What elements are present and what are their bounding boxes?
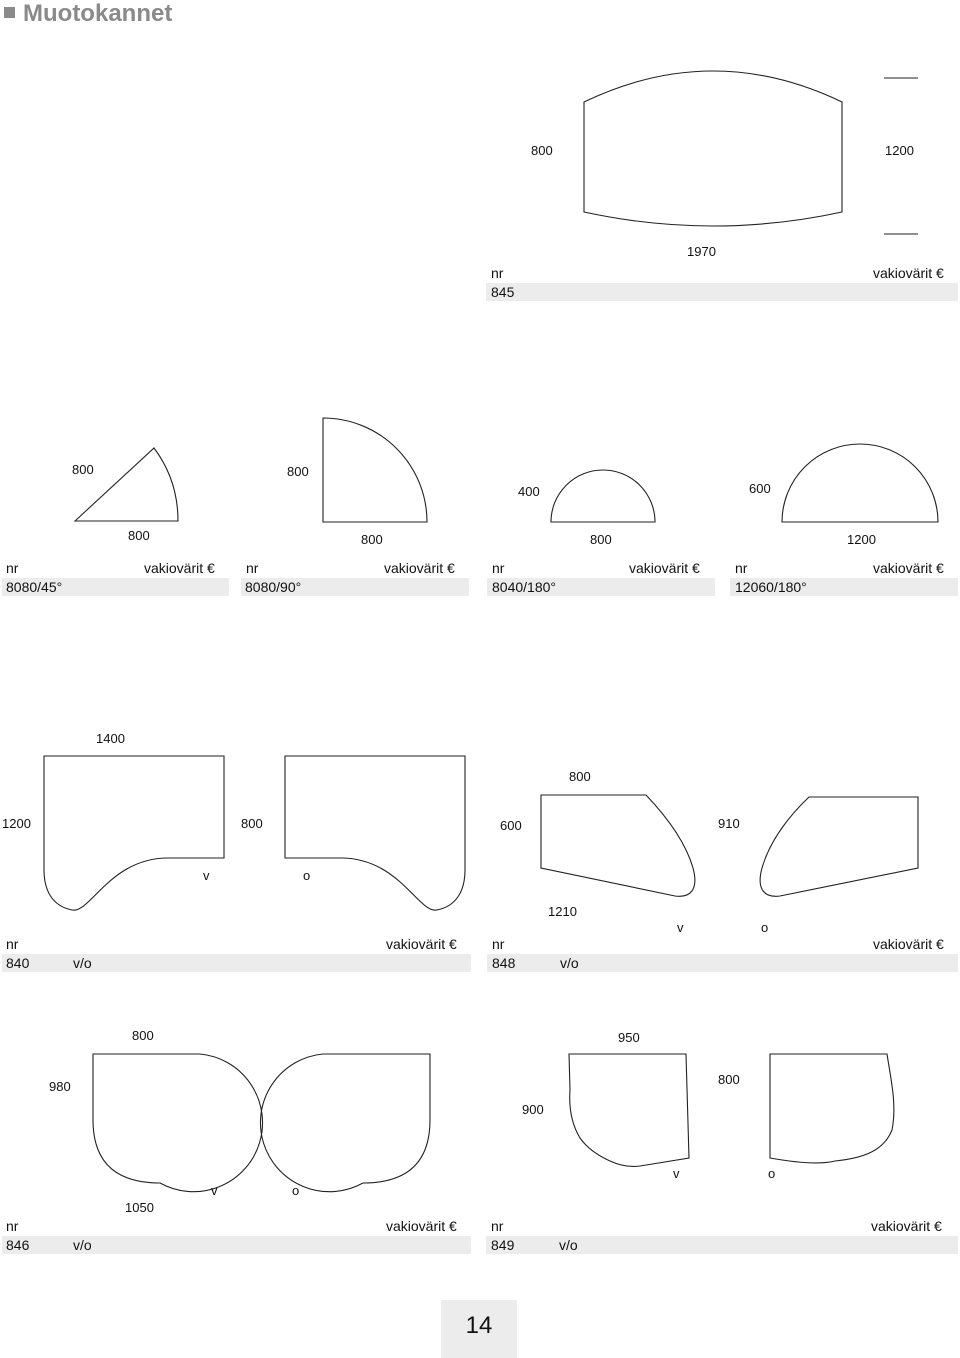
price-header: vakiovärit € — [629, 560, 700, 576]
dimension-label: 800 — [287, 464, 309, 479]
dimension-label: 1200 — [2, 816, 31, 831]
shape-840-v — [44, 756, 224, 910]
nr-header: nr — [6, 560, 19, 576]
shape-846-v — [93, 1054, 263, 1192]
shape-12060-180 — [782, 444, 938, 522]
price-header: vakiovärit € — [144, 560, 215, 576]
page-number: 14 — [465, 1312, 493, 1339]
side-label: o — [303, 868, 311, 883]
product-variant: v/o — [559, 1237, 578, 1253]
dimension-label: 1400 — [96, 731, 125, 746]
dimension-label: 800 — [361, 532, 383, 547]
product-row-848 — [487, 954, 958, 972]
product-variant: v/o — [560, 955, 579, 971]
product-code: 845 — [491, 284, 515, 300]
product-row-8080-45 — [2, 578, 229, 596]
product-row-846 — [2, 1236, 471, 1254]
dimension-label: 1210 — [548, 904, 577, 919]
shape-848-o — [760, 797, 918, 896]
product-row-12060-180 — [730, 578, 958, 596]
product-code: 846 — [6, 1237, 30, 1253]
dimension-label: 1200 — [847, 532, 876, 547]
side-label: v — [677, 920, 684, 935]
product-row-840 — [2, 954, 471, 972]
product-code: 8080/45° — [6, 579, 63, 595]
dimension-label: 600 — [500, 818, 522, 833]
nr-header: nr — [491, 265, 504, 281]
side-label: o — [761, 920, 769, 935]
dimension-label: 800 — [569, 769, 591, 784]
price-header: vakiovärit € — [386, 936, 457, 952]
nr-header: nr — [491, 1218, 504, 1234]
product-code: 8040/180° — [492, 579, 556, 595]
page-title: Muotokannet — [4, 0, 172, 28]
product-variant: v/o — [73, 955, 92, 971]
product-code: 848 — [492, 955, 516, 971]
product-code: 849 — [491, 1237, 515, 1253]
dimension-label: 800 — [531, 143, 553, 158]
shape-8040-180 — [551, 470, 655, 522]
shape-846-o — [260, 1054, 430, 1192]
dimension-label: 800 — [241, 816, 263, 831]
nr-header: nr — [6, 936, 19, 952]
product-variant: v/o — [73, 1237, 92, 1253]
price-header: vakiovärit € — [873, 560, 944, 576]
side-label: v — [211, 1183, 218, 1198]
nr-header: nr — [6, 1218, 19, 1234]
dimension-label: 600 — [749, 481, 771, 496]
dimension-label: 950 — [618, 1030, 640, 1045]
price-header: vakiovärit € — [873, 265, 944, 281]
product-row-8080-90 — [241, 578, 469, 596]
nr-header: nr — [246, 560, 259, 576]
shape-8080-45 — [75, 448, 178, 521]
side-label: o — [292, 1183, 300, 1198]
shape-8080-90 — [323, 418, 427, 522]
dimension-label: 800 — [132, 1028, 154, 1043]
shape-845 — [584, 71, 842, 226]
nr-header: nr — [735, 560, 748, 576]
product-row-849 — [486, 1236, 958, 1254]
side-label: v — [673, 1166, 680, 1181]
shape-840-o — [285, 756, 465, 910]
dimension-label: 1050 — [125, 1200, 154, 1215]
product-code: 12060/180° — [735, 579, 807, 595]
dimension-label: 800 — [590, 532, 612, 547]
dimension-label: 400 — [518, 484, 540, 499]
product-row-845 — [486, 283, 958, 301]
nr-header: nr — [492, 936, 505, 952]
price-header: vakiovärit € — [386, 1218, 457, 1234]
dimension-label: 800 — [718, 1072, 740, 1087]
dimension-label: 900 — [522, 1102, 544, 1117]
product-code: 8080/90° — [245, 579, 302, 595]
dimension-label: 1970 — [687, 244, 716, 259]
dimension-label: 800 — [128, 528, 150, 543]
side-label: v — [203, 868, 210, 883]
dimension-label: 910 — [718, 816, 740, 831]
shape-849-o — [770, 1054, 894, 1163]
shape-848-v — [541, 795, 695, 896]
price-header: vakiovärit € — [871, 1218, 942, 1234]
dimension-label: 800 — [72, 462, 94, 477]
product-row-8040-180 — [487, 578, 715, 596]
dimension-label: 1200 — [885, 143, 914, 158]
product-code: 840 — [6, 955, 30, 971]
dimension-label: 980 — [49, 1079, 71, 1094]
price-header: vakiovärit € — [873, 936, 944, 952]
nr-header: nr — [492, 560, 505, 576]
side-label: o — [768, 1166, 776, 1181]
shape-849-v — [569, 1054, 689, 1166]
price-header: vakiovärit € — [384, 560, 455, 576]
